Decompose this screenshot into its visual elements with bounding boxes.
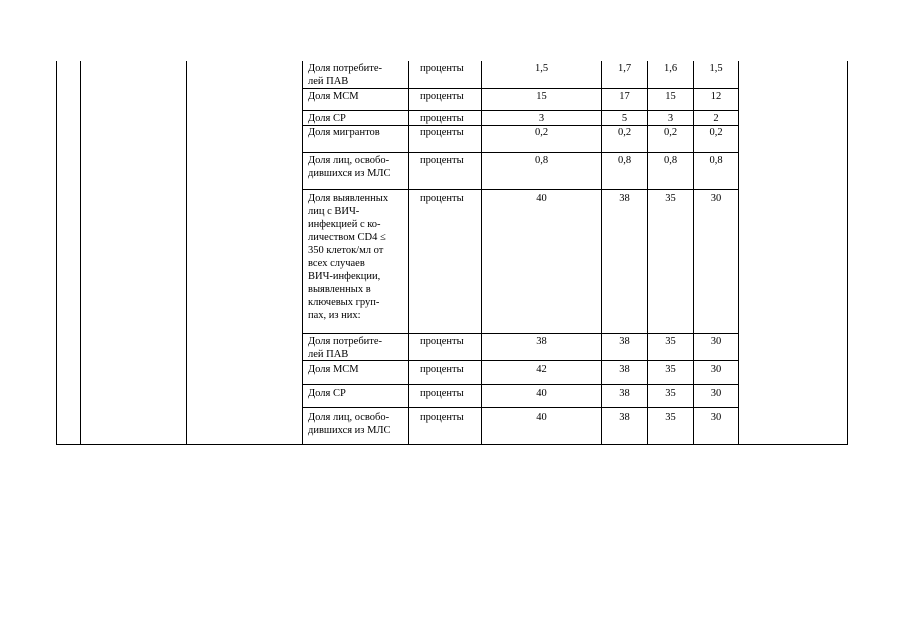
value-cell: 38 [619,364,630,375]
unit-cell: проценты [420,155,464,166]
value-cell: 0,2 [617,127,632,138]
value-cell: 35 [665,412,676,423]
value-cell: 0,2 [663,127,678,138]
value-cell: 1,5 [534,63,549,74]
value-cell: 3 [538,113,545,124]
column-divider [302,61,303,445]
value-cell: 35 [665,388,676,399]
value-cell: 38 [619,336,630,347]
table-border-left [56,61,57,445]
value-cell: 38 [619,412,630,423]
value-cell: 0,8 [663,155,678,166]
indicator-name: Доля СР [308,113,346,124]
value-cell: 17 [619,91,630,102]
value-cell: 15 [536,91,547,102]
value-cell: 38 [536,336,547,347]
indicator-name: Доля мигрантов [308,127,380,138]
row-divider [302,384,739,385]
unit-cell: проценты [420,127,464,138]
value-cell: 42 [536,364,547,375]
indicator-name: Доля выявленных лиц с ВИЧ- инфекцией с ко- личеством CD4 ≤ 350 клеток/мл от всех случаев ВИЧ-инфекции, выявленных в ключевых груп- пах, из них: [308,193,389,321]
value-cell: 30 [710,336,722,347]
value-cell: 0,2 [534,127,549,138]
unit-cell: проценты [420,412,464,423]
value-cell: 5 [621,113,628,124]
row-divider [302,333,739,334]
unit-cell: проценты [420,113,464,124]
value-cell: 0,8 [709,155,723,166]
unit-cell: проценты [420,91,464,102]
column-divider [186,61,187,445]
row-divider [302,88,739,89]
value-cell: 0,8 [534,155,549,166]
unit-cell: проценты [420,63,464,74]
value-cell: 30 [710,388,722,399]
indicator-name: Доля МСМ [308,91,359,102]
unit-cell: проценты [420,193,464,204]
value-cell: 40 [536,388,547,399]
value-cell: 0,2 [709,127,723,138]
value-cell: 35 [665,336,676,347]
unit-cell: проценты [420,336,464,347]
value-cell: 30 [710,364,722,375]
value-cell: 12 [710,91,722,102]
value-cell: 30 [710,193,722,204]
indicator-name: Доля МСМ [308,364,359,375]
column-divider [408,61,409,445]
row-divider [302,407,739,408]
value-cell: 30 [710,412,722,423]
unit-cell: проценты [420,388,464,399]
column-divider [80,61,81,445]
unit-cell: проценты [420,364,464,375]
value-cell: 1,5 [709,63,723,74]
value-cell: 38 [619,388,630,399]
indicator-name: Доля лиц, освобо- дившихся из МЛС [308,412,391,436]
value-cell: 40 [536,412,547,423]
value-cell: 35 [665,193,676,204]
value-cell: 1,7 [617,63,632,74]
indicator-name: Доля потребите- лей ПАВ [308,336,383,360]
value-cell: 35 [665,364,676,375]
indicator-name: Доля СР [308,388,346,399]
row-divider [302,189,739,190]
column-divider [738,61,739,445]
row-divider [302,152,739,153]
value-cell: 40 [536,193,547,204]
value-cell: 1,6 [663,63,678,74]
value-cell: 15 [665,91,676,102]
value-cell: 38 [619,193,630,204]
indicator-name: Доля лиц, освобо- дившихся из МЛС [308,155,391,179]
value-cell: 2 [713,113,719,124]
value-cell: 3 [667,113,674,124]
row-divider [302,110,739,111]
value-cell: 0,8 [617,155,632,166]
indicator-name: Доля потребите- лей ПАВ [308,63,383,87]
table-border-bottom [56,444,848,445]
table-border-right [847,61,848,445]
